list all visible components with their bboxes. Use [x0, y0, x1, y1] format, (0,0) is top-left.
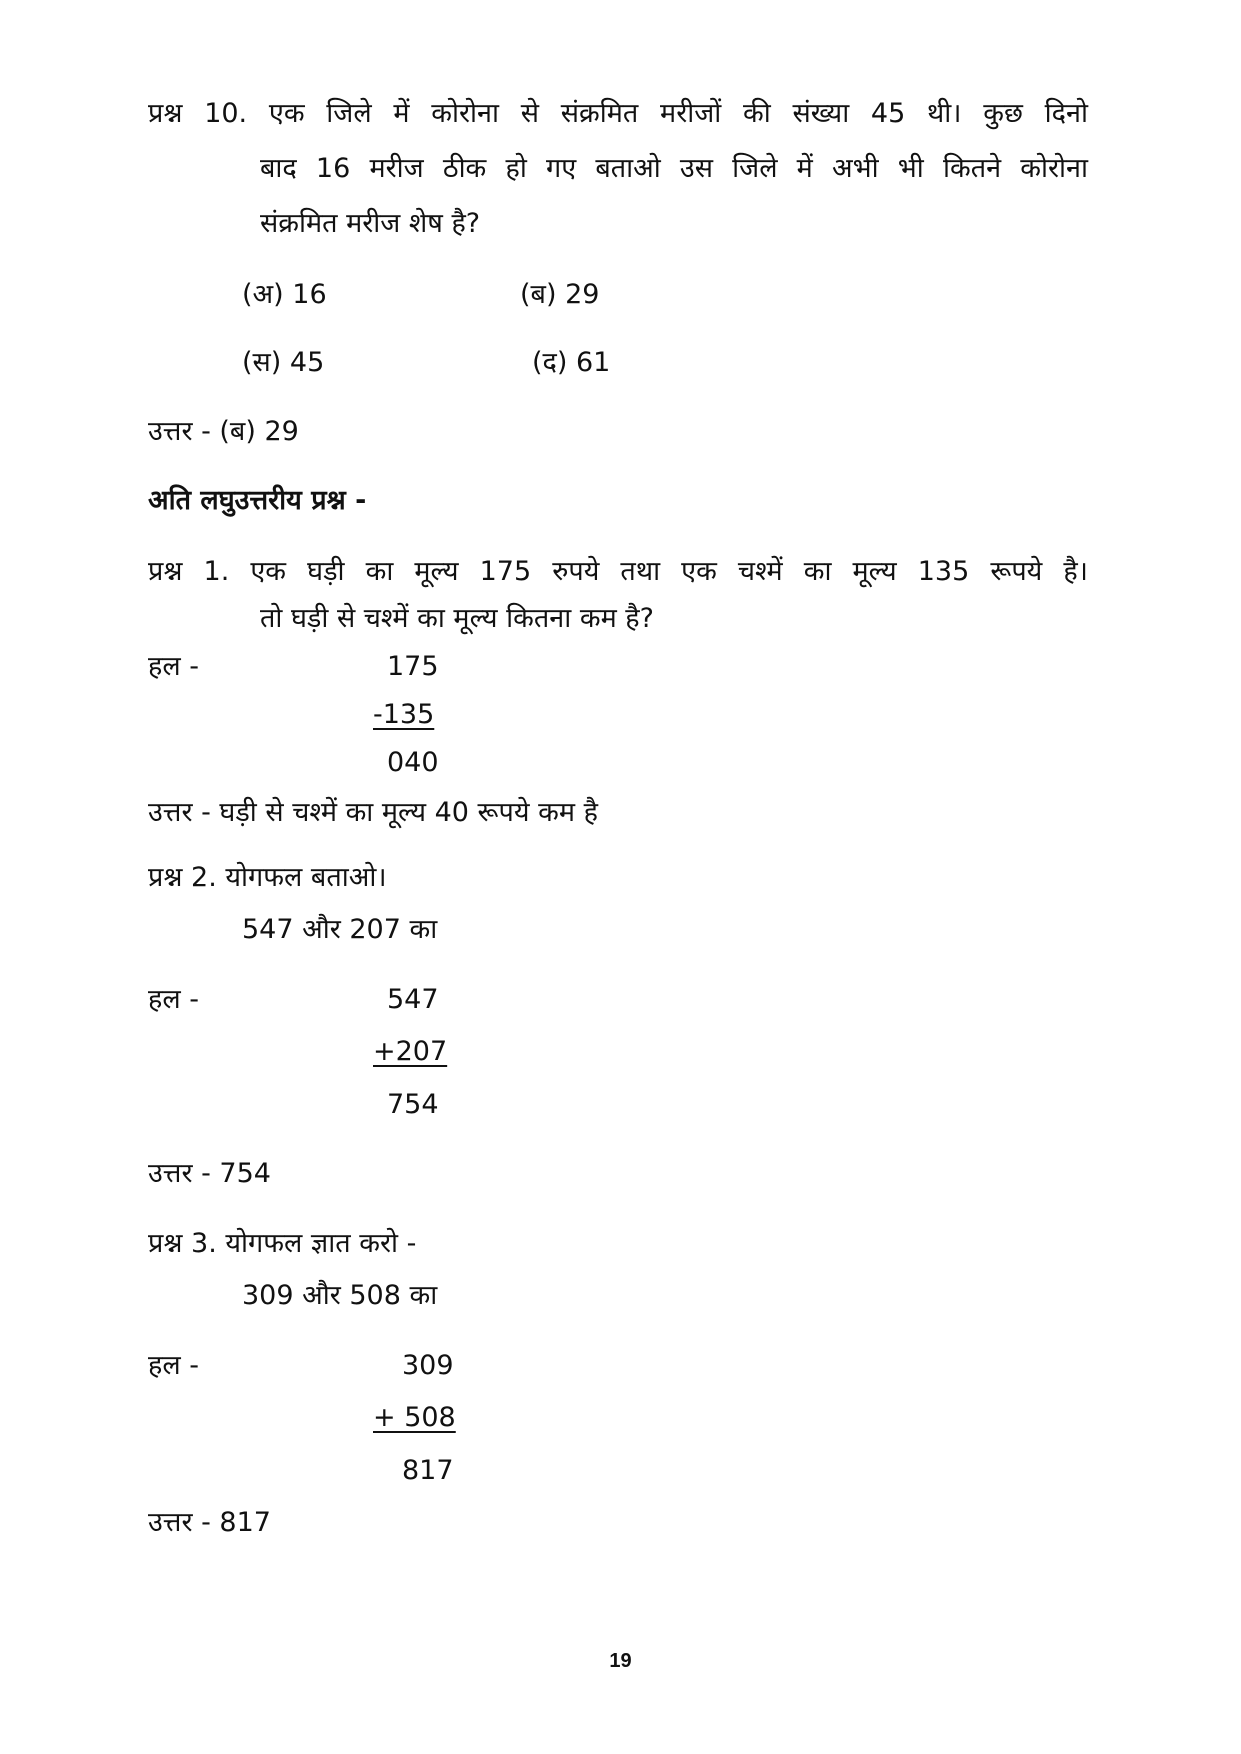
- q3-top-number: 309: [402, 1350, 454, 1381]
- q2-line-2: 547 और 207 का: [242, 914, 438, 945]
- q2-answer: उत्तर - 754: [148, 1158, 271, 1189]
- q3-result: 817: [402, 1455, 454, 1486]
- q1-line-1: प्रश्न 1. एक घड़ी का मूल्य 175 रुपये तथा एक चश्में का मूल्य 135 रूपये है।: [148, 556, 1088, 587]
- q2-solution-label: हल -: [148, 984, 199, 1015]
- q3-answer: उत्तर - 817: [148, 1507, 271, 1538]
- q10-option-a: (अ) 16: [242, 279, 327, 310]
- q10-option-b: (ब) 29: [520, 279, 600, 310]
- q10-option-c: (स) 45: [242, 347, 325, 378]
- section-heading: अति लघुउत्तरीय प्रश्न -: [148, 485, 367, 516]
- q10-option-d: (द) 61: [532, 347, 611, 378]
- q3-line-1: प्रश्न 3. योगफल ज्ञात करो -: [148, 1228, 417, 1259]
- q1-line-2: तो घड़ी से चश्में का मूल्य कितना कम है?: [260, 603, 654, 634]
- q1-top-number: 175: [387, 651, 439, 682]
- q1-solution-label: हल -: [148, 651, 199, 682]
- page-number: 19: [609, 1650, 632, 1672]
- q2-result: 754: [387, 1089, 439, 1120]
- q10-line-3: संक्रमित मरीज शेष है?: [260, 208, 481, 239]
- q1-answer: उत्तर - घड़ी से चश्में का मूल्य 40 रूपये कम है: [148, 797, 598, 828]
- q10-line-1: प्रश्न 10. एक जिले में कोरोना से संक्रमित मरीजों की संख्या 45 थी। कुछ दिनो: [148, 98, 1088, 129]
- q3-line-2: 309 और 508 का: [242, 1280, 438, 1311]
- q10-line-2: बाद 16 मरीज ठीक हो गए बताओ उस जिले में अभी भी कितने कोरोना: [260, 153, 1088, 184]
- q10-answer: उत्तर - (ब) 29: [148, 416, 299, 447]
- q3-solution-label: हल -: [148, 1350, 199, 1381]
- q1-result: 040: [387, 747, 439, 778]
- q2-line-1: प्रश्न 2. योगफल बताओ।: [148, 862, 387, 893]
- q2-operand: +207: [373, 1036, 448, 1067]
- q1-operand: -135: [373, 699, 435, 730]
- q2-top-number: 547: [387, 984, 439, 1015]
- q3-operand: + 508: [373, 1402, 456, 1433]
